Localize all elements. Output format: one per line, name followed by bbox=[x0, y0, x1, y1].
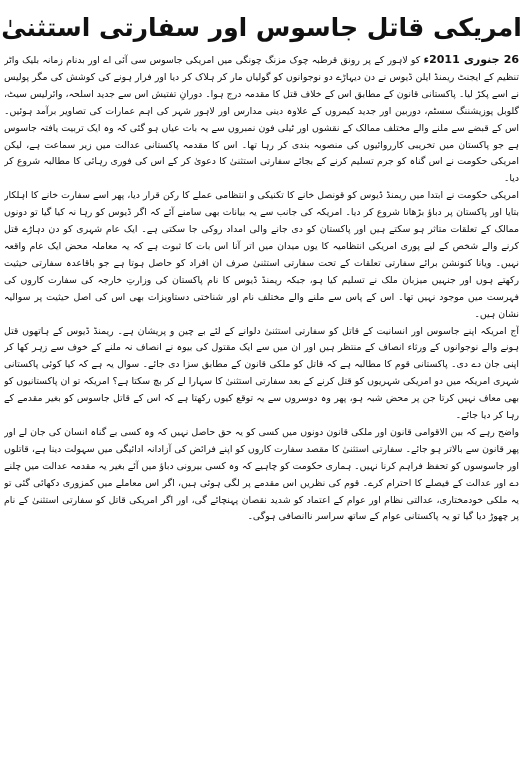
paragraph-text: کو لاہور کے پر رونق قرطبہ چوک مزنگ چونگی میں امریکی جاسوس سی آئی اے اور بدنام زمانہ بلیک واٹر تنظیم کے ایجنٹ ریمنڈ ایلن ڈیوس نے دن دیہاڑے دو نوجوانوں کو گولیاں مار کر ہلاک کر دیا اور فرار ہونے کی کوشش کی مگر پولیس نے اسے پکڑ لیا۔ پاکستانی قانون کے مطابق اس کے خلاف قتل کا مقدمہ درج ہوا۔ دورانِ تفتیش اس سے جدید اسلحہ، وائرلیس سیٹ، گلوبل پوزیشننگ سسٹم، دوربین اور جدید کیمروں کے علاوہ دینی مدارس اور لاہور شہر کی اہم عمارات کی تصاویر برآمد ہوئیں۔ اس کے قبضے سے ملنے والے مختلف ممالک کے نقشوں اور ٹیلی فون نمبروں سے یہ بات عیاں ہو گئی کہ وہ ایک تربیت یافتہ جاسوس ہے جو پاکستان میں تخریبی کارروائیوں کی منصوبہ بندی کر رہا تھا۔ اس کا مقدمہ پاکستانی عدالت میں زیر سماعت ہے، لیکن امریکی حکومت نے اس گناہ کو جرم تسلیم کرنے کے بجائے سفارتی استثنیٰ کا دعویٰ کر کے اس کی فوری رہائی کا مطالبہ شروع کر دیا۔ bbox=[4, 55, 519, 185]
article-dateline: 26 جنوری 2011ء bbox=[423, 53, 519, 66]
article-headline: امریکی قاتل جاسوس اور سفارتی استثنیٰ bbox=[1, 12, 522, 42]
article-body bbox=[4, 52, 519, 758]
article-paragraph: آج امریکہ اپنے جاسوس اور انسانیت کے قاتل کو سفارتی استثنیٰ دلوانے کے لئے بے چین و پریشان ہے۔ ریمنڈ ڈیوس کے ہاتھوں قتل ہونے والے نوجوانوں کے ورثاء انصاف کے منتظر ہیں اور ان میں سے ایک مقتول کی بیوہ نے انصاف نہ ملنے کے خوف سے زہر کھا کر اپنی جان دے دی۔ پاکستانی قوم کا مطالبہ ہے کہ قاتل کو ملکی قانون کے مطابق سزا دی جائے۔ سوال یہ ہے کہ کیا کوئی پاکستانی شہری امریکہ میں دو امریکی شہریوں کو قتل کرنے کے بعد سفارتی استثنیٰ کا سہارا لے کر بچ سکتا ہے؟ امریکہ تو ان پاکستانیوں کو بھی معاف نہیں کرتا جن پر محض شبہ ہو، پھر وہ دوسروں سے یہ توقع کیوں رکھتا ہے کہ اس کے قاتل جاسوس کو بغیر مقدمے کے رہا کر دیا جائے۔ bbox=[4, 325, 519, 422]
article-paragraph: واضح رہے کہ بین الاقوامی قانون اور ملکی قانون دونوں میں کسی کو یہ حق حاصل نہیں کہ وہ کسی بے گناہ انسان کی جان لے اور پھر قانون سے بالاتر ہو جائے۔ سفارتی استثنیٰ کا مقصد سفارت کاروں کو اپنے فرائض کی آزادانہ ادائیگی میں سہولت دینا ہے، قاتلوں اور جاسوسوں کو تحفظ فراہم کرنا نہیں۔ ہماری حکومت کو چاہیے کہ وہ کسی بیرونی دباؤ میں آئے بغیر یہ مقدمہ عدالت میں چلنے دے اور عدالت کے فیصلے کا احترام کرے۔ قوم کی نظریں اس مقدمے پر لگی ہوئی ہیں، اگر اس معاملے میں کمزوری دکھائی گئی تو یہ ملکی خودمختاری، عدالتی نظام اور عوام کے اعتماد کو شدید نقصان پہنچائے گی، اور اگر امریکی قاتل کو سفارتی استثنیٰ کے نام پر چھوڑ دیا گیا تو یہ پاکستانی عوام کے ساتھ سراسر ناانصافی ہوگی۔ bbox=[4, 426, 519, 523]
article-paragraph: امریکی حکومت نے ابتدا میں ریمنڈ ڈیوس کو قونصل خانے کا تکنیکی و انتظامی عملے کا رکن قرار دیا، پھر اسے سفارت خانے کا اہلکار بتایا اور پاکستان پر دباؤ بڑھانا شروع کر دیا۔ امریکہ کی جانب سے یہ بیانات بھی سامنے آئے کہ اگر ڈیوس کو رہا نہ کیا گیا تو دونوں ممالک کے تعلقات متاثر ہو سکتے ہیں اور پاکستان کو دی جانے والی امداد روکی جا سکتی ہے۔ ایک عام شہری کو دن دہاڑے قتل کرنے والے شخص کے لیے پوری امریکی انتظامیہ کا یوں میدان میں اتر آنا اس بات کا ثبوت ہے کہ یہ معاملہ محض ایک عام واقعہ نہیں۔ ویانا کنونشن برائے سفارتی تعلقات کے تحت سفارتی استثنیٰ صرف ان افراد کو حاصل ہوتا ہے جو باقاعدہ سفارتی حیثیت رکھتے ہوں اور جنہیں میزبان ملک نے تسلیم کیا ہو، جبکہ ریمنڈ ڈیوس کا نام پاکستان کی وزارتِ خارجہ کی سفارت کاروں کی فہرست میں موجود نہیں تھا۔ اس کے پاس سے ملنے والے مختلف نام اور شناختی دستاویزات بھی اس کی اصل حیثیت پر سوالیہ نشان ہیں۔ bbox=[4, 190, 519, 320]
article-paragraph bbox=[4, 52, 519, 188]
